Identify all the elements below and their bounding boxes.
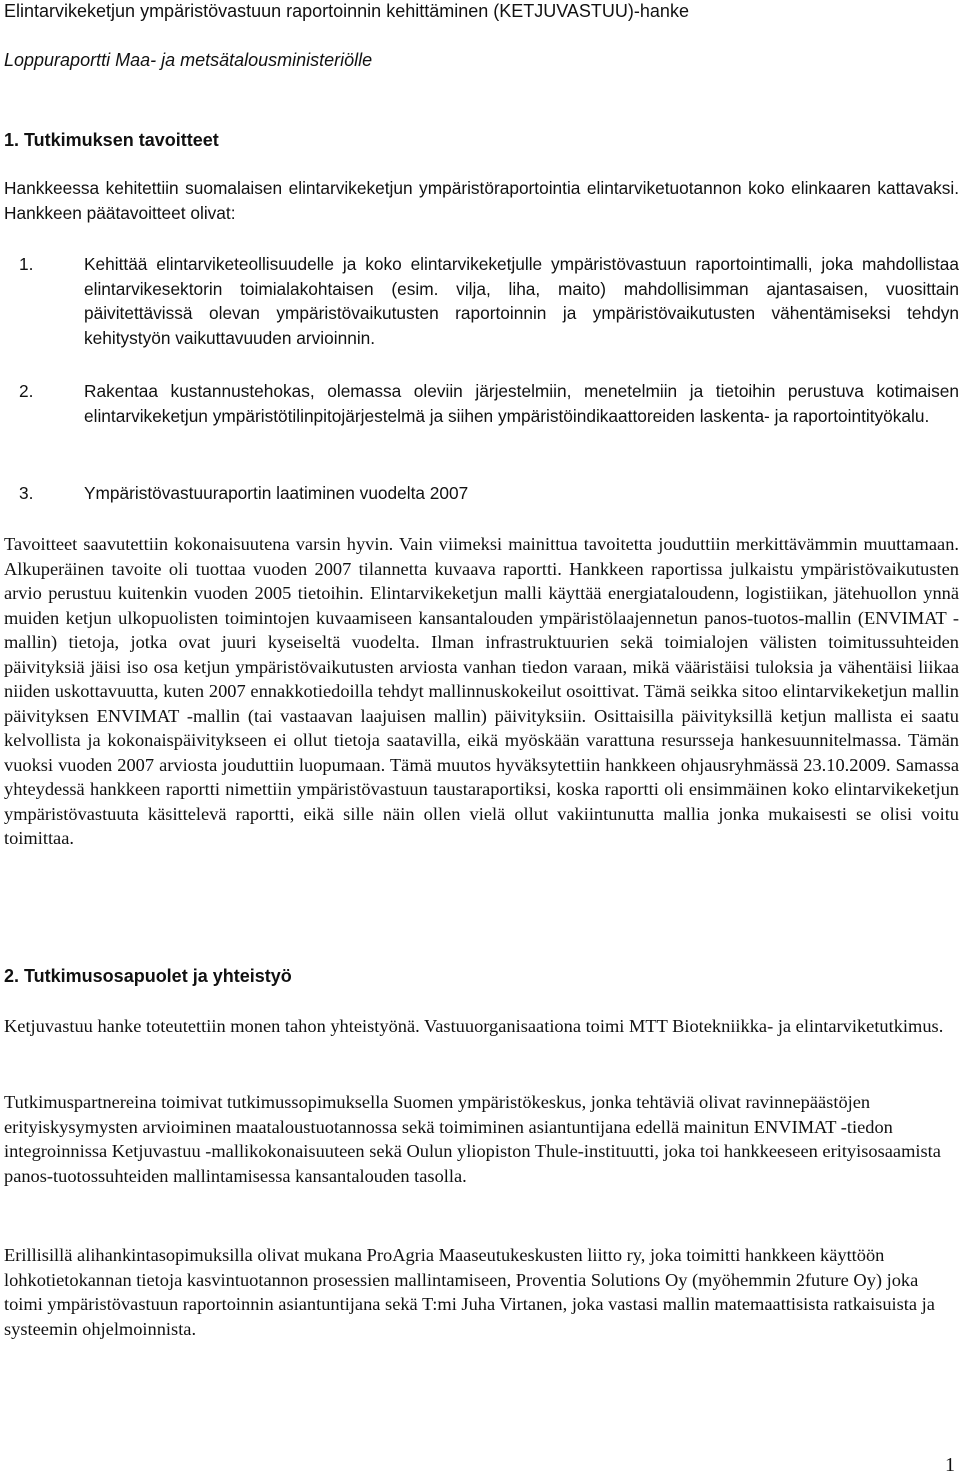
section2-paragraph: Ketjuvastuu hanke toteutettiin monen tahon yhteistyönä. Vastuuorganisaationa toimi MTT Biotekniikka- ja elintarviketutkimus. [4, 1016, 944, 1036]
document-title: Elintarvikeketjun ympäristövastuun raportoinnin kehittäminen (KETJUVASTUU)-hanke [4, 1, 689, 21]
section1-heading: 1. Tutkimuksen tavoitteet [4, 130, 219, 150]
goal-number: 3. [19, 483, 34, 503]
goal-number: 2. [19, 381, 34, 401]
section2-heading: 2. Tutkimusosapuolet ja yhteistyö [4, 966, 292, 986]
section1-summary: Tavoitteet saavutettiin kokonaisuutena varsin hyvin. Vain viimeksi mainittua tavoitetta jouduttiin merkittävämmin muuttamaan. Alkuperäinen tavoite oli tuottaa vuoden 2007 tilannetta kuvaava raportti. Hankkeen raportissa julkaistu ympäristövaikutusten arvio perustuu kuitenkin vuoden 2005 tietoihin. Elintarvikeketjun malli käyttää energiataloudenn, logistiikan, jätehuollon ynnä muiden ketjun ulkopuolisten toimintojen kuvaamiseen kansantalouden ympäristölaajennetun panos-tuotos-mallin (ENVIMAT -mallin) tietoja, jotka ovat juuri kyseiseltä vuodelta. Ilman infrastruktuurien sekä toimialojen välisten toimitussuhteiden päivityksiä jäisi iso osa ketjun ympäristövaikutusten arviosta vanhan tiedon varaan, mikä vääristäisi tuloksia ja vähentäisi liikaa niiden uskottavuutta, kuten 2007 ennakkotiedoilla tehdyt mallinnuskokeilut osoittivat. Tämä seikka sitoo elintarvikeketjun mallin päivityksen ENVIMAT -mallin (tai vastaavan laajuisen mallin) päivityksiin. Osittaisilla päivityksillä ketjun mallista ei saatu kelvollista ja kokonaispäivitykseen ei ollut tietoja saatavilla, eikä myöskään varattuna resursseja hankesuunnitelmassa. Tämän vuoksi vuoden 2007 arviosta jouduttiin luopumaan. Tämä muutos hyväksytettiin hankkeen ohjausryhmässä 23.10.2009. Samassa yhteydessä hankkeen raportti nimettiin ympäristövastuun taustaraportiksi, koska raportti oli ensimmäinen koko elintarvikeketjun ympäristövastuuta käsittelevä raportti, eikä sille näin ollen vielä ollut vakiintunutta mallia jonka mukaisesti se olisi voitu toimittaa. [4, 534, 959, 848]
section2-paragraph: Tutkimuspartnereina toimivat tutkimussopimuksella Suomen ympäristökeskus, jonka tehtäviä olivat ravinnepäästöjen erityiskysymysten arvioiminen maataloustuotannossa sekä toimiminen asiantuntijana edellä mainitun ENVIMAT -tiedon integroinnissa Ketjuvastuu -mallikokonaisuuteen sekä Oulun yliopiston Thule-instituutti, joka toi hankkeeseen erityisosaamista panos-tuotossuhteiden mallintamisessa kansantalouden tasolla. [4, 1092, 941, 1186]
goal-text: Kehittää elintarviketeollisuudelle ja koko elintarvikeketjulle ympäristövastuun raportointimalli, joka mahdollistaa elintarvikesektorin toimialakohtaisen (esim. vilja, liha, maito) mahdollisimman ajantasaisen, vuosittain päivitettävissä olevan ympäristövaikutusten raportoinnin ja ympäristövaikutusten vähentämiseksi tehdyn kehitystyön vaikuttavuuden arvioinnin. [84, 254, 959, 348]
goal-item [4, 481, 959, 506]
goal-item [4, 252, 959, 350]
section2-paragraph: Erillisillä alihankintasopimuksilla olivat mukana ProAgria Maaseutukeskusten liitto ry, joka toimitti hankkeen käyttöön lohkotietokannan tietoja kasvintuotannon prosessien mallintamiseen, Proventia Solutions Oy (myöhemmin 2future Oy) joka toimi ympäristövastuun raportoinnin asiantuntijana sekä T:mi Juha Virtanen, joka vastasi mallin matemaattisista ratkaisuista ja systeemin ohjelmoinnista. [4, 1245, 935, 1339]
document-subtitle: Loppuraportti Maa- ja metsätalousministeriölle [4, 50, 373, 70]
page-number: 1 [945, 1454, 955, 1476]
goal-text: Ympäristövastuuraportin laatiminen vuodelta 2007 [84, 483, 469, 503]
goal-number: 1. [19, 254, 34, 274]
goal-item [4, 379, 959, 428]
goal-text: Rakentaa kustannustehokas, olemassa oleviin järjestelmiin, menetelmiin ja tietoihin perustuva kotimaisen elintarvikeketjun ympäristötilinpitojärjestelmä ja siihen ympäristöindikaattoreiden laskenta- ja raportointityökalu. [84, 381, 959, 426]
section1-intro: Hankkeessa kehitettiin suomalaisen elintarvikeketjun ympäristöraportointia elintarviketuotannon koko elinkaaren kattavaksi. Hankkeen päätavoitteet olivat: [4, 178, 959, 223]
